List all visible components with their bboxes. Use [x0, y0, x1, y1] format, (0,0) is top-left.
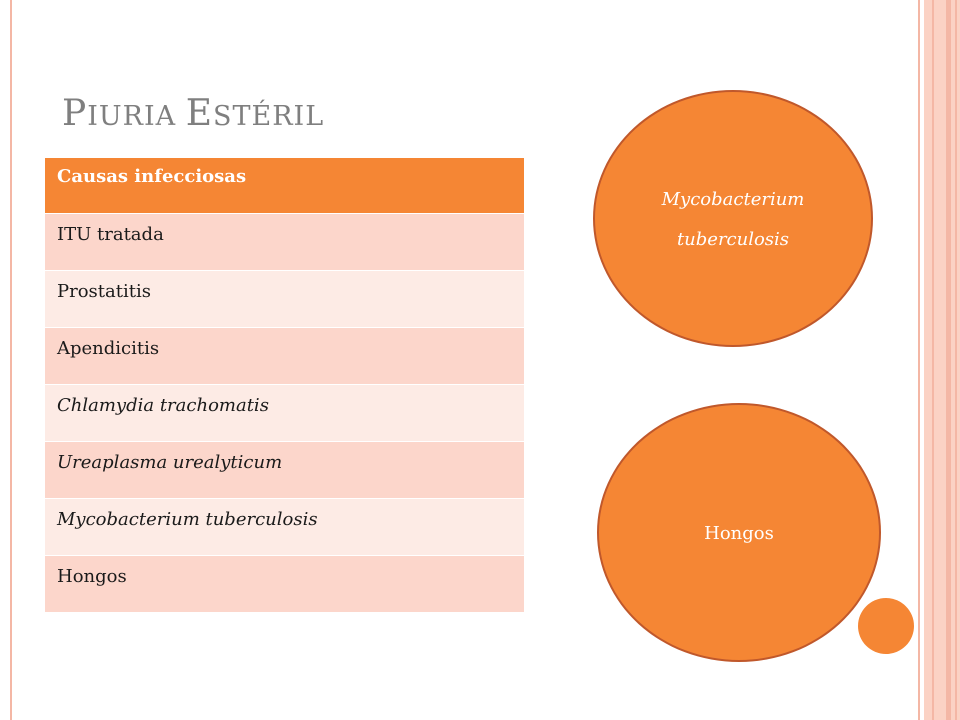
frame-left-line	[10, 0, 12, 720]
table-row	[45, 385, 524, 442]
frame-right-stripe	[932, 0, 934, 720]
mycobacterium-circle	[593, 90, 873, 347]
table-cell: Ureaplasma urealyticum	[57, 452, 283, 473]
title-part-1: IURIA	[87, 101, 186, 132]
slide-title	[62, 93, 325, 134]
title-part-2: STÉRIL	[213, 101, 325, 132]
table-row	[45, 271, 524, 328]
table-header-cell: Causas infecciosas	[57, 166, 247, 187]
table-row	[45, 442, 524, 499]
title-initial-e: E	[185, 93, 214, 134]
circle-label-line-2: tuberculosis	[676, 228, 790, 250]
mycobacterium-circle-label	[662, 178, 805, 259]
table-cell: Prostatitis	[57, 281, 151, 302]
table-cell: Apendicitis	[57, 338, 160, 359]
table-header-row	[45, 158, 524, 214]
decorative-dot	[858, 598, 914, 654]
causes-table	[45, 158, 524, 613]
table-cell: ITU tratada	[57, 224, 164, 245]
table-row	[45, 499, 524, 556]
table-cell: Mycobacterium tuberculosis	[57, 509, 318, 530]
circle-label-line-1: Mycobacterium	[661, 188, 805, 210]
title-initial-p: P	[62, 93, 88, 134]
hongos-circle-label: Hongos	[704, 523, 774, 544]
table-cell: Chlamydia trachomatis	[57, 395, 269, 416]
frame-right-line	[918, 0, 920, 720]
frame-right-stripe	[946, 0, 951, 720]
hongos-circle	[597, 403, 881, 662]
table-cell: Hongos	[57, 566, 127, 587]
table-row	[45, 556, 524, 613]
table-row	[45, 328, 524, 385]
table-row	[45, 214, 524, 271]
frame-right-stripe	[955, 0, 957, 720]
